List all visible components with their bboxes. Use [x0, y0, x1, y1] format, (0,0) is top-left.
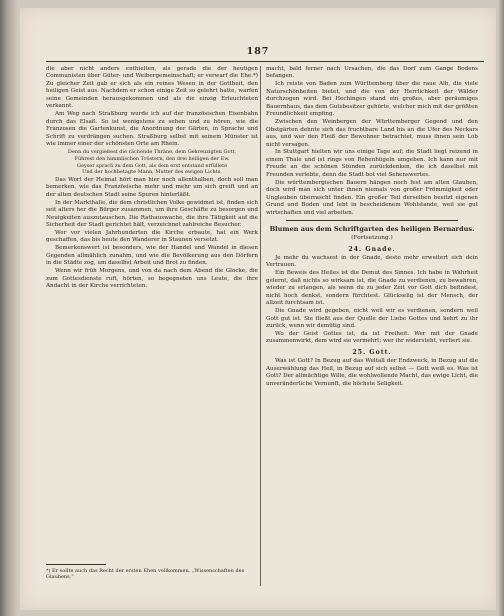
header-rule — [46, 61, 484, 62]
verse-line: Führest den himmlischen Tröstern, den drei heiligen der Ew. — [74, 156, 230, 163]
inline-note — [52, 149, 252, 175]
verse-line: Denn du vergießest die rächende Thräne, dem Gekreuzigten Gott, — [67, 149, 237, 156]
paragraph: Am Weg nach Straßburg wurde ich auf der französischen Eisenbahn durch das Elsaß. So ist wenigstens zu sehen und zu hören, wie die Franzosen die Gartenkunst, die Anordnung der Gärten, in Sprache und Schrift zu verdrängen suchen. Straßburg selbst mit seinem Münster ist wie immer einer der schönsten Orte am Rhein. — [46, 111, 258, 148]
section-title: 24. Gnade. — [348, 245, 396, 253]
paragraph: die aber nicht anders enthielten, als gerade die der heutigen Communisten über Güter- und Weibergemeinschaft; er verwarf die Ehe.*) Zu gleicher Zeit gab er sich als ein reines Wesen in der Gottheit, den heiligen Geist aus. Nachdem er schon einige Zeit so gelehrt hatte, warfen seine Gemeinden herausgekommen und als die einzig Erleuchteten verkannt. — [46, 66, 258, 110]
paragraph: In Stuttgart hielten wir uns einige Tage auf; die Stadt liegt reizend in einem Thale und ist rings von Rebenhügeln umgeben. Ich kann nur mit Freude an die schönen Stunden zurückdenken, die ich daselbst mit Freunden verlebte, denn die Stadt bot viel Sehenswertes. — [266, 149, 478, 178]
paragraph: Bemerkenswert ist besonders, wie der Handel und Wandel in diesen Gegenden allmählich zunahm, und wie die Bevölkerung aus den Dörfern in die Städte zog, um daselbst Arbeit und Brot zu finden. — [46, 245, 258, 267]
paragraph: Wo der Geist Gottes ist, da ist Freiheit. Wer mit der Gnade zusammenwirkt, dem wird sie vermehrt; wer ihr widersteht, verliert sie. — [266, 331, 478, 345]
verse-line: Geyser sprach zu dem Gott, als dem erst entstand erfüllete — [76, 162, 228, 169]
left-column — [46, 66, 258, 564]
right-column — [266, 66, 478, 564]
section-rule — [286, 220, 458, 221]
section-title: 25. Gott. — [352, 348, 392, 356]
paragraph: macht, bald ferner nach Ursachen, die das Dorf zum Gange Bodens befangen. — [266, 66, 478, 80]
page-number: 187 — [246, 46, 270, 57]
book-gutter — [0, 0, 18, 616]
column-divider — [260, 66, 261, 586]
paragraph: Je mehr du wachsest in der Gnade, desto mehr erweitert sich dein Vertrauen. — [266, 254, 478, 269]
footnote-rule — [46, 564, 106, 565]
paragraph: Zwischen den Weinbergen der Württemberger Gegend und den Obstgärten dehnte sich das fruchtbare Land bis an die Ufer des Neckars aus, und wer den Fleiß der Bewohner betrachtet, muss ihnen sein Lob nicht versagen. — [266, 119, 478, 148]
article-subheading: (Fortsetzung.) — [351, 235, 393, 242]
paragraph: Ich reiste von Baden zum Württemberg über die raue Alb, die viele Naturschönheiten bietet, und die von der Herrlichkeit der Wälder durchzogen wird. Bei Hechingen stand ein großes, aber geräumiges Bauernhaus, das dem Gutsbesitzer gehörte, welcher mich mit der größten Freundlichkeit empfing. — [266, 81, 478, 118]
paragraph: Das Wort der Heimat hört man hier noch allenthalben, doch soll man bemerken, wie das Französische mehr und mehr um sich greift und an der alten deutschen Stadt seine Spuren hinterläßt. — [46, 176, 258, 198]
paragraph: Was ist Gott? In Bezug auf das Weltall der Endzweck, in Bezug auf die Auserwählung das Heil, in Bezug auf sich selbst — Gott weiß es. Was ist Gott? Der allmächtige Wille, die wohlwollende Macht, das ewige Licht, die unveränderliche Vernunft, die höchste Seligkeit. — [266, 358, 478, 387]
paragraph: In der Markthalle, die dem christlichen Volke gewidmet ist, finden sich seit alters her die Bürger zusammen, um ihre Geschäfte zu besorgen und Neuigkeiten auszutauschen. Die Rathauswache, die ihre Tätigkeit auf die Sicherheit der Stadt gerichtet hält, verzeichnet zahlreiche Besucher. — [46, 199, 258, 229]
page-edge — [498, 0, 504, 616]
paragraph: Die Gnade wird gegeben, nicht weil wir es verdienen, sondern weil Gott gut ist. Sie fließt aus der Quelle der Liebe Gottes und kehrt zu ihr zurück, wenn wir demütig sind. — [266, 308, 478, 330]
footnote: *) Er sollte auch das Recht der ersten Ehen vollkommen. „Wissenschaften des Glaubens." — [46, 568, 245, 581]
article-heading: Blumen aus dem Schriftgarten des heiligen Bernardus. — [269, 225, 475, 234]
paragraph: Ein Beweis des Heiles ist die Demut des Sinnes. Ich habe in Wahrheit gelernt, daß nichts so wirksam ist, die Gnade zu verdienen, zu bewahren, wieder zu erlangen, als wenn du zu jeder Zeit vor Gott dich befindest, nicht hoch denkst, sondern fürchtest. Glückselig ist der Mensch, der allzeit furchtsam ist. — [266, 270, 478, 307]
paragraph: Die württembergischen Bauern hängen noch fest am alten Glauben, doch wird man sich unter ihnen niemals von großer Frömmigkeit oder Unglauben überrascht finden. Ein großer Teil derselben besitzt eigenen Grund und Boden und lebt in bescheidenem Wohlstande, weil sie gut wirtschaften und viel arbeiten. — [266, 179, 478, 216]
verse-line: Und der hochbetagte Mann, Mutter des ewigen Lichts. — [82, 169, 222, 176]
paragraph: Wer vor vielen Jahrhunderten die Kirche erbaute, hat ein Werk geschaffen, das bis heute den Wanderer in Staunen versetzt. — [46, 230, 258, 244]
paragraph: Wenn wir früh Morgens, und von da nach dem Abend die Glocke, die zum Gottesdienste ruft, hörten, so begegneten uns Leute, die ihre Andacht in der Kirche verrichteten. — [46, 268, 258, 290]
book-page — [20, 8, 496, 610]
